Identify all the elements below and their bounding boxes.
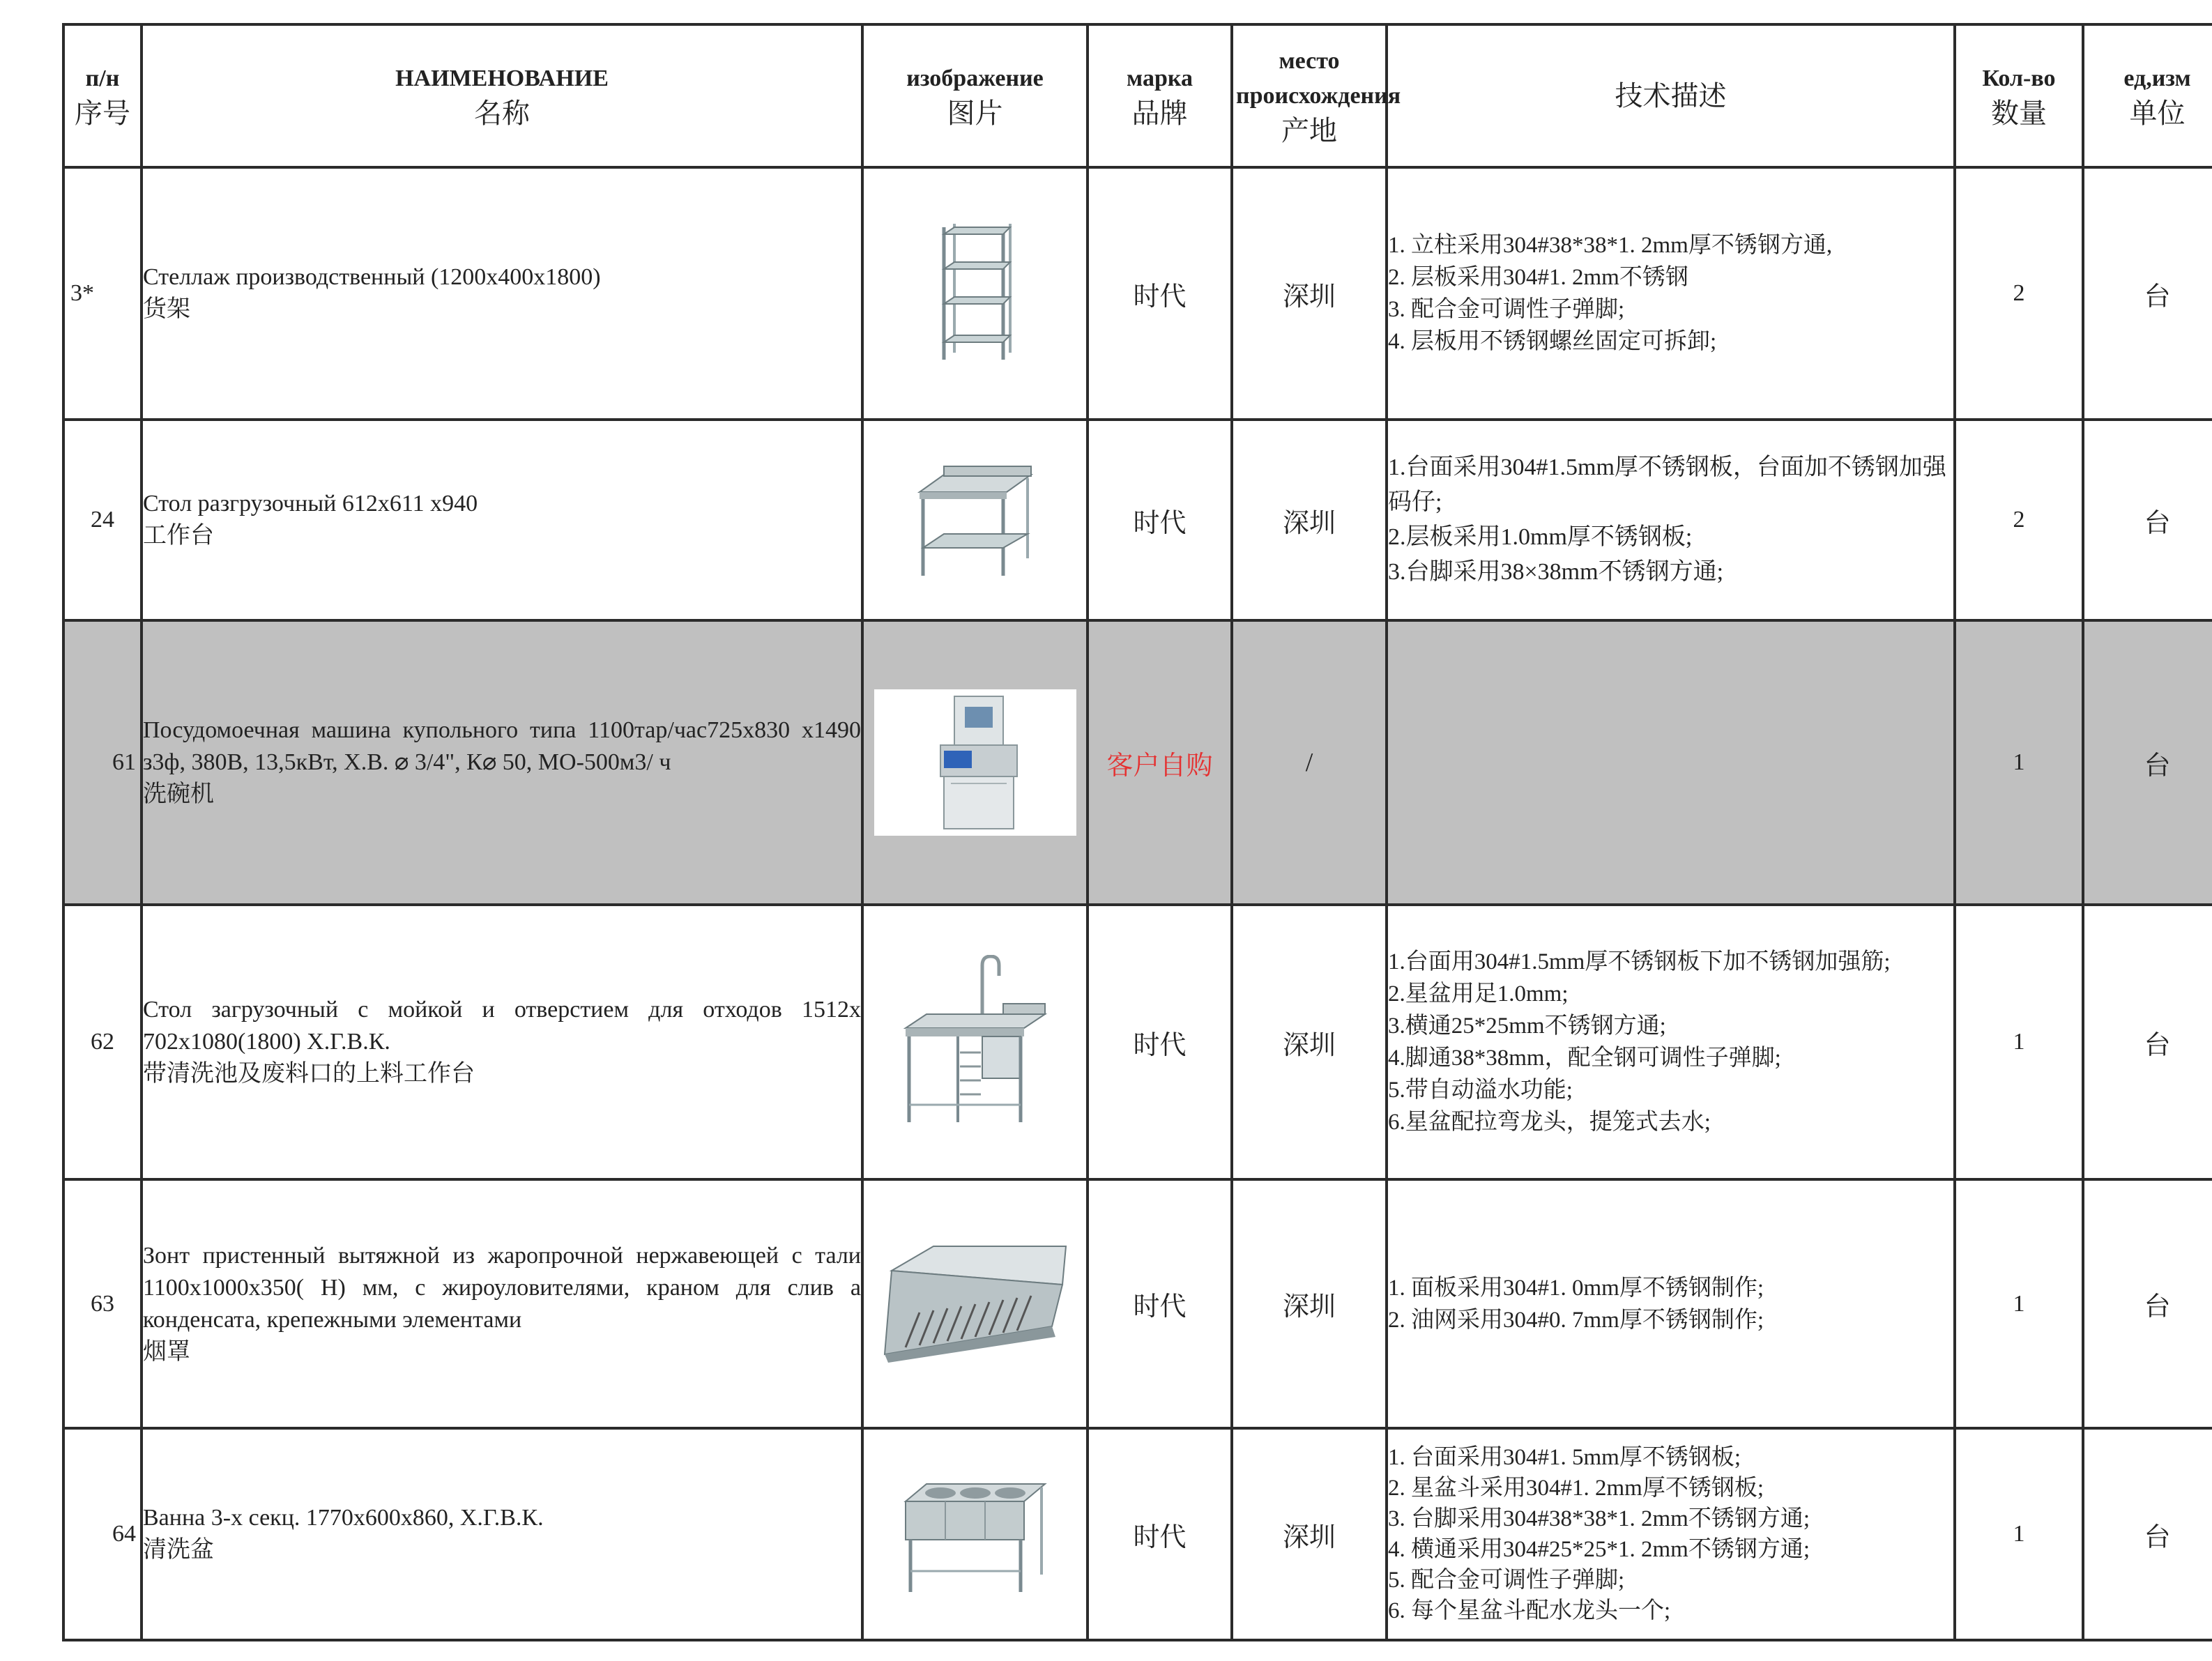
table-row xyxy=(63,620,2212,905)
row-quantity: 1 xyxy=(1955,905,2083,1179)
desc-line: 1. 立柱采用304#38*38*1. 2mm厚不锈钢方通, xyxy=(1388,233,1833,258)
row-number: 24 xyxy=(63,420,142,620)
row-number: 61 xyxy=(63,620,142,905)
row-unit: 台 xyxy=(2083,620,2212,905)
table-row xyxy=(63,420,2212,620)
row-number: 64 xyxy=(63,1428,142,1640)
row-description xyxy=(1387,167,1955,420)
desc-line: 4. 层板用不锈钢螺丝固定可拆卸; xyxy=(1388,329,1717,354)
work-table-icon xyxy=(916,461,1035,579)
row-image xyxy=(862,1428,1088,1640)
desc-line: 5.带自动溢水功能; xyxy=(1388,1078,1573,1103)
header-quantity: Кол-во 数量 xyxy=(1955,24,2083,167)
header-image: изображение 图片 xyxy=(862,24,1088,167)
table-row xyxy=(63,905,2212,1179)
desc-line: 5. 配合金可调性子弹脚; xyxy=(1388,1568,1625,1593)
row-name: Стеллаж производственный (1200х400х1800) 货架 xyxy=(142,167,862,420)
desc-line: 2.层板采用1.0mm厚不锈钢板; xyxy=(1388,524,1693,550)
row-brand: 时代 xyxy=(1088,1179,1232,1428)
row-quantity: 1 xyxy=(1955,620,2083,905)
desc-line: 3.横通25*25mm不锈钢方通; xyxy=(1388,1013,1666,1039)
sink-table-icon xyxy=(899,955,1052,1129)
row-image xyxy=(862,420,1088,620)
dishwasher-icon xyxy=(874,689,1076,836)
desc-line: 1.台面用304#1.5mm厚不锈钢板下加不锈钢加强筋; xyxy=(1388,949,1891,974)
row-unit: 台 xyxy=(2083,1179,2212,1428)
desc-line: 3. 配合金可调性子弹脚; xyxy=(1388,297,1625,322)
desc-line: 6. 每个星盆斗配水龙头一个; xyxy=(1388,1598,1671,1623)
desc-line: 2.星盆用足1.0mm; xyxy=(1388,981,1569,1006)
header-origin: место происхождения 产地 xyxy=(1232,24,1387,167)
row-quantity: 2 xyxy=(1955,420,2083,620)
row-name: Посудомоечная машина купольного типа 1100тар/час725х830 х1490 з3ф, 380В, 13,5кВт, Х.В. ⌀ 3/4", К⌀ 50, МО-500м3/ ч 洗碗机 xyxy=(142,620,862,905)
row-unit: 台 xyxy=(2083,167,2212,420)
desc-line: 3. 台脚采用304#38*38*1. 2mm不锈钢方通; xyxy=(1388,1506,1810,1531)
header-brand: марка 品牌 xyxy=(1088,24,1232,167)
row-number: 63 xyxy=(63,1179,142,1428)
row-unit: 台 xyxy=(2083,420,2212,620)
row-image xyxy=(862,620,1088,905)
row-number: 3* xyxy=(63,167,142,420)
row-description xyxy=(1387,1179,1955,1428)
table-row xyxy=(63,1428,2212,1640)
desc-line: 6.星盆配拉弯龙头，提笼式去水; xyxy=(1388,1110,1711,1135)
header-name: НАИМЕНОВАНИЕ 名称 xyxy=(142,24,862,167)
row-quantity: 1 xyxy=(1955,1428,2083,1640)
row-brand: 时代 xyxy=(1088,420,1232,620)
desc-line: 4. 横通采用304#25*25*1. 2mm不锈钢方通; xyxy=(1388,1537,1810,1562)
row-origin: / xyxy=(1232,620,1387,905)
row-brand: 时代 xyxy=(1088,905,1232,1179)
row-quantity: 2 xyxy=(1955,167,2083,420)
table-row xyxy=(63,1179,2212,1428)
desc-line: 2. 星盆斗采用304#1. 2mm厚不锈钢板; xyxy=(1388,1476,1764,1501)
header-row xyxy=(63,24,2212,167)
header-num: п/н 序号 xyxy=(63,24,142,167)
row-name: Зонт пристенный вытяжной из жаропрочной нержавеющей с тали 1100х1000х350( Н) мм, с жироуловителями, краном для слив а конденсата, крепежными элементами 烟罩 xyxy=(142,1179,862,1428)
table-row xyxy=(63,167,2212,420)
header-unit: ед,изм 单位 xyxy=(2083,24,2212,167)
row-number: 62 xyxy=(63,905,142,1179)
triple-sink-icon xyxy=(902,1474,1048,1595)
row-image xyxy=(862,167,1088,420)
desc-line: 3.台脚采用38×38mm不锈钢方通; xyxy=(1388,559,1724,585)
header-description: 技术描述 xyxy=(1387,24,1955,167)
desc-line: 1. 台面采用304#1. 5mm厚不锈钢板; xyxy=(1388,1445,1741,1470)
row-unit: 台 xyxy=(2083,1428,2212,1640)
desc-line: 2. 油网采用304#0. 7mm厚不锈钢制作; xyxy=(1388,1307,1764,1333)
row-description xyxy=(1387,905,1955,1179)
row-brand: 客户自购 xyxy=(1088,620,1232,905)
row-name: Стол разгрузочный 612х611 х940 工作台 xyxy=(142,420,862,620)
shelf-rack-icon xyxy=(937,224,1014,363)
row-name: Стол загрузочный с мойкой и отверстием для отходов 1512х 702х1080(1800) Х.Г.В.К. 带清洗池及废料口的上料工作台 xyxy=(142,905,862,1179)
row-description xyxy=(1387,1428,1955,1640)
row-origin: 深圳 xyxy=(1232,1179,1387,1428)
desc-line: 2. 层板采用304#1. 2mm不锈钢 xyxy=(1388,265,1688,290)
desc-line: 4.脚通38*38mm，配全钢可调性子弹脚; xyxy=(1388,1046,1781,1071)
row-unit: 台 xyxy=(2083,905,2212,1179)
row-quantity: 1 xyxy=(1955,1179,2083,1428)
row-description xyxy=(1387,420,1955,620)
row-origin: 深圳 xyxy=(1232,905,1387,1179)
exhaust-hood-icon xyxy=(878,1243,1073,1365)
row-brand: 时代 xyxy=(1088,1428,1232,1640)
row-origin: 深圳 xyxy=(1232,420,1387,620)
desc-line: 1. 面板采用304#1. 0mm厚不锈钢制作; xyxy=(1388,1275,1764,1301)
row-brand: 时代 xyxy=(1088,167,1232,420)
equipment-spec-table xyxy=(62,23,2212,1641)
row-origin: 深圳 xyxy=(1232,167,1387,420)
row-image xyxy=(862,905,1088,1179)
row-name: Ванна 3-х секц. 1770х600х860, Х.Г.В.К. 清洗盆 xyxy=(142,1428,862,1640)
row-description xyxy=(1387,620,1955,905)
desc-line: 1.台面采用304#1.5mm厚不锈钢板，台面加不锈钢加强码仔; xyxy=(1388,454,1946,515)
row-origin: 深圳 xyxy=(1232,1428,1387,1640)
row-image xyxy=(862,1179,1088,1428)
